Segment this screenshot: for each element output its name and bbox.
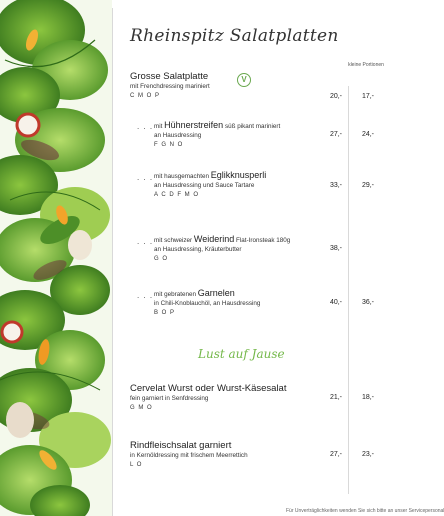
allergen-codes: G M O bbox=[130, 405, 153, 411]
item-dots: . . . bbox=[137, 173, 154, 182]
item-name: Weiderind bbox=[193, 234, 235, 244]
allergen-codes: F G N O bbox=[154, 142, 184, 148]
item-dots: . . . bbox=[137, 122, 154, 131]
item-prefix: mit schweizer bbox=[154, 237, 194, 244]
item-price: 27,- bbox=[329, 451, 342, 458]
item-dots: . . . bbox=[137, 291, 154, 300]
small-portions-header: kleine Portionen bbox=[348, 62, 384, 68]
item-prefix: mit hausgemachten bbox=[154, 173, 211, 180]
menu-item bbox=[154, 120, 280, 150]
item-description: mit Frenchdressing mariniert bbox=[130, 83, 210, 90]
item-name: Grosse Salatplatte bbox=[130, 71, 209, 82]
item-price: 40,- bbox=[329, 299, 342, 306]
item-name: Cervelat Wurst oder Wurst-Käsesalat bbox=[130, 383, 287, 394]
menu-item bbox=[154, 170, 266, 200]
menu-item bbox=[130, 383, 286, 413]
menu-item bbox=[154, 288, 260, 318]
item-prefix: mit gebratenen bbox=[154, 291, 198, 298]
allergen-codes: C M O P bbox=[130, 93, 161, 99]
item-name: Hühnerstreifen bbox=[164, 120, 224, 130]
item-small-price: 18,- bbox=[361, 394, 374, 401]
item-price: 33,- bbox=[329, 182, 342, 189]
item-price: 38,- bbox=[329, 245, 342, 252]
allergen-codes: L O bbox=[130, 462, 143, 468]
item-name: Eglikknusperli bbox=[210, 170, 267, 180]
left-divider-line bbox=[112, 8, 113, 516]
page-title: Rheinspitz Salatplatten bbox=[130, 26, 339, 46]
item-small-price: 17,- bbox=[361, 93, 374, 100]
item-price: 27,- bbox=[329, 131, 342, 138]
menu-item bbox=[130, 71, 210, 101]
item-small-price: 24,- bbox=[361, 131, 374, 138]
menu-item bbox=[154, 234, 290, 264]
item-prefix: mit bbox=[154, 123, 165, 130]
item-price: 21,- bbox=[329, 394, 342, 401]
item-suffix: Flat-Ironsteak 180g bbox=[234, 237, 291, 244]
allergen-codes: G O bbox=[154, 256, 169, 262]
item-description: in Chili-Knoblauchöl, an Hausdressing bbox=[154, 300, 261, 307]
item-small-price: 29,- bbox=[361, 182, 374, 189]
item-suffix: süß pikant mariniert bbox=[223, 123, 281, 130]
item-small-price: 23,- bbox=[361, 451, 374, 458]
item-description: an Hausdressing bbox=[154, 132, 202, 139]
item-price: 20,- bbox=[329, 93, 342, 100]
allergen-codes: B O P bbox=[154, 310, 176, 316]
item-description: an Hausdressing, Kräuterbutter bbox=[154, 246, 242, 253]
item-name: Rindfleischsalat garniert bbox=[130, 440, 232, 451]
allergen-codes: A C D F M O bbox=[154, 192, 200, 198]
item-description: in Kernöldressing mit frischem Meerrettich bbox=[130, 452, 248, 459]
menu-item bbox=[130, 440, 248, 470]
item-name: Garnelen bbox=[197, 288, 235, 298]
item-dots: . . . bbox=[137, 237, 154, 246]
item-description: fein garniert in Senfdressing bbox=[130, 395, 209, 402]
small-portions-column-line bbox=[348, 86, 349, 494]
item-description: an Hausdressing und Sauce Tartare bbox=[154, 182, 255, 189]
item-small-price: 36,- bbox=[361, 299, 374, 306]
vegetarian-v-icon: V bbox=[237, 73, 251, 87]
section-title: Lust auf Jause bbox=[198, 347, 285, 361]
footnote: Für Unverträglichkeiten wenden Sie sich bitte an unser Servicepersonal bbox=[286, 508, 444, 514]
salad-leaves-image bbox=[0, 0, 112, 516]
